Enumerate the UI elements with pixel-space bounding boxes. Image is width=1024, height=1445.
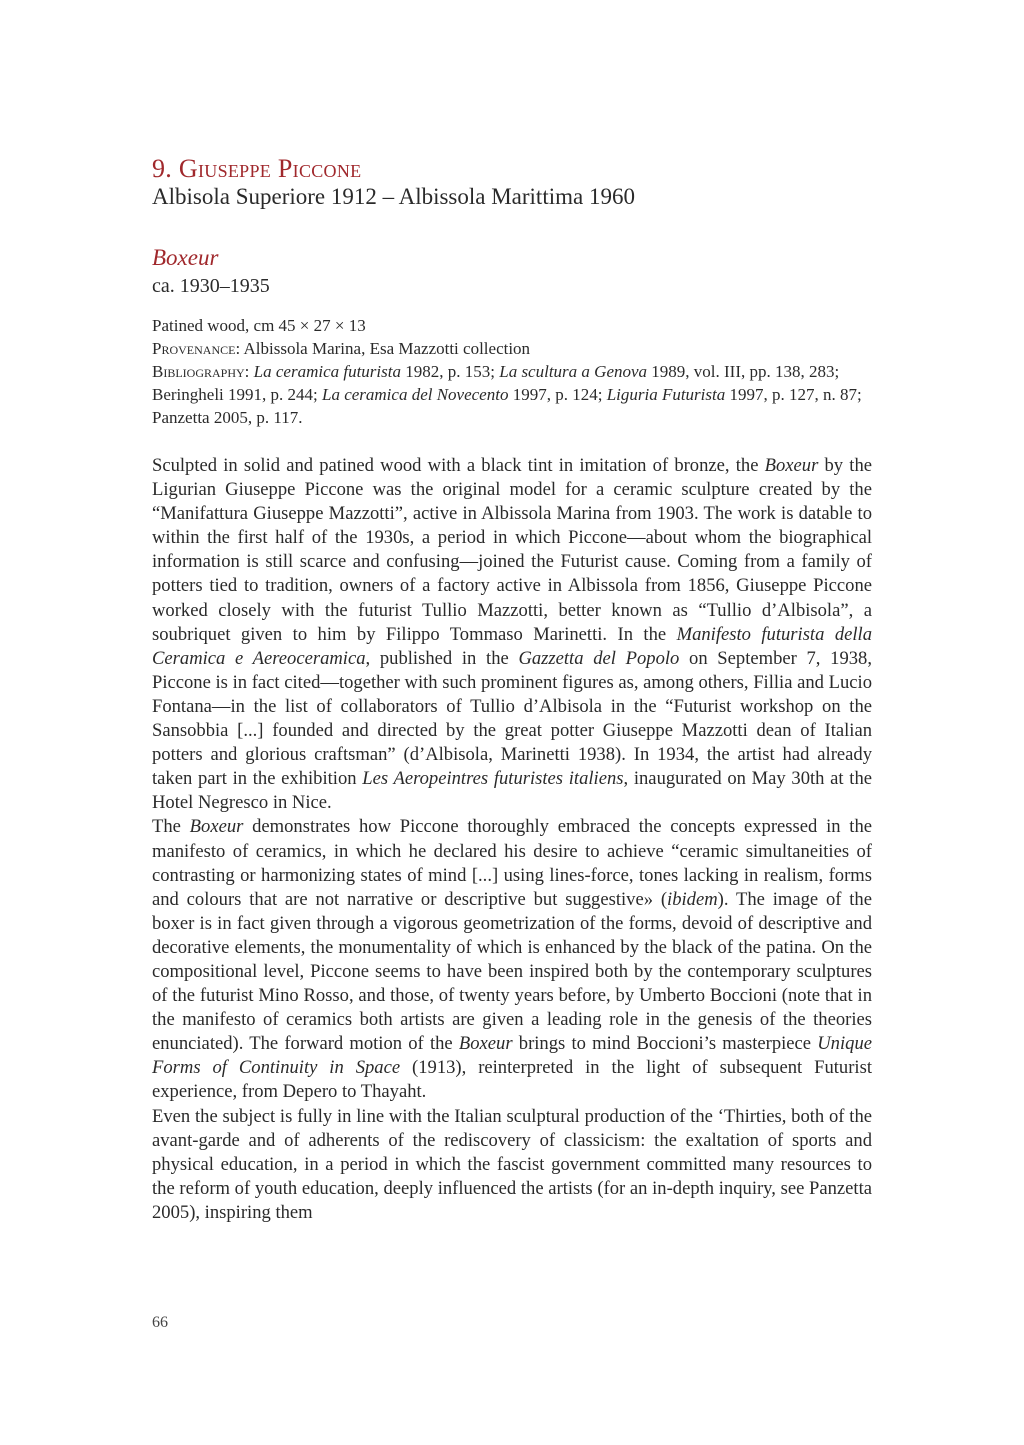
bibliography-run: 1997, p. 127, n. 87; Panzetta 2005, p. 117. <box>152 385 862 427</box>
body-paragraph <box>152 815 872 1104</box>
paragraph-run: ). The image of the boxer is in fact given through a vigorous geometrization of the forms, devoid of descriptive and decorative elements, the monumentality of which is enhanced by the black of the patina. On the compositional level, Piccone seems to have been inspired both by the contemporary sculptures of the futurist Mino Rosso, and those, of twenty years before, by Umberto Boccioni (note that in the manifesto of ceramics both artists are given a leading role in the genesis of the theories enunciated). The forward motion of the <box>152 888 872 1055</box>
provenance-value: Albissola Marina, Esa Mazzotti collection <box>240 339 531 358</box>
medium-line: Patined wood, cm 45 × 27 × 13 <box>152 316 366 335</box>
bibliography-run: 1982, p. 153; <box>401 362 500 381</box>
paragraph-run: (1913), reinterpreted in the light of subsequent Futurist experience, from Depero to Thayaht. <box>152 1057 872 1103</box>
body-paragraph <box>152 1105 872 1225</box>
bibliography-line <box>152 360 872 429</box>
paragraph-run: Boxeur <box>189 816 244 838</box>
paragraph-run: Unique Forms of Continuity in Space <box>152 1033 872 1079</box>
artist-dates: Albisola Superiore 1912 – Albissola Marittima 1960 <box>152 184 635 209</box>
bibliography-label: Bibliography: <box>152 362 250 381</box>
paragraph-run: Manifesto futurista della Ceramica e Aereoceramica <box>152 623 873 669</box>
paragraph-run: by the Ligurian Giuseppe Piccone was the original model for a ceramic sculpture created by the “Manifattura Giuseppe Mazzotti”, active in Albissola Marina from 1903. The work is datable to within the first half of the 1930s, a period in which Piccone—about whom the biographical information is still scarce and confusing—joined the Futurist cause. Coming from a family of potters tied to tradition, owners of a factory active in Albissola from 1856, Giuseppe Piccone worked closely with the futurist Tullio Mazzotti, better known as “Tullio d’Albisola”, a soubriquet given to him by Filippo Tommaso Marinetti. In the <box>152 455 872 645</box>
body-paragraph <box>152 454 872 815</box>
paragraph-run: Les Aeropeintres futuristes italiens <box>362 768 624 790</box>
work-date: ca. 1930–1935 <box>152 275 270 297</box>
paragraph-run: brings to mind Boccioni’s masterpiece <box>512 1033 818 1055</box>
bibliography-run: 1989, vol. III, pp. 138, 283; Beringheli 1991, p. 244; <box>152 362 840 404</box>
provenance-label: Provenance: <box>152 339 241 358</box>
bibliography-value <box>152 362 862 427</box>
paragraph-run: Gazzetta del Popolo <box>518 647 680 669</box>
bibliography-run: Liguria Futurista <box>606 385 726 404</box>
page-number: 66 <box>152 1314 168 1331</box>
paragraph-run: ibidem <box>667 888 718 910</box>
bibliography-run: 1997, p. 124; <box>508 385 607 404</box>
work-metadata <box>152 314 872 429</box>
essay-body <box>152 454 872 1225</box>
paragraph-run: on September 7, 1938, Piccone is in fact cited—together with such prominent figures as, among others, Fillia and Lucio Fontana—in the list of collaborators of Tullio d’Albisola in the “Futurist workshop on the Sansobbia [...] founded and directed by the great potter Giuseppe Mazzotti dean of Italian potters and glorious craftsman” (d’Albisola, Marinetti 1938). In 1934, the artist had already taken part in the exhibition <box>152 647 872 790</box>
paragraph-run: The <box>152 816 190 838</box>
paragraph-run: Sculpted in solid and patined wood with a black tint in imitation of bronze, the <box>152 455 765 476</box>
bibliography-run: La scultura a Genova <box>499 362 648 381</box>
bibliography-run: La ceramica del Novecento <box>321 385 509 404</box>
provenance-line <box>152 337 872 360</box>
paragraph-run: Boxeur <box>458 1033 513 1055</box>
paragraph-run: Even the subject is fully in line with the Italian sculptural production of the ‘Thirties, both of the avant-garde and of adherents of the rediscovery of classicism: the exaltation of sports and physical education, in a period in which the fascist government committed many resources to the reform of youth education, deeply influenced the artists (for an in-depth inquiry, see Panzetta 2005), inspiring them <box>152 1105 872 1223</box>
paragraph-run: , published in the <box>365 647 519 669</box>
artist-heading: 9. Giuseppe Piccone <box>152 154 362 183</box>
work-title: Boxeur <box>152 245 219 270</box>
paragraph-run: , inaugurated on May 30th at the Hotel Negresco in Nice. <box>152 768 872 814</box>
bibliography-run: La ceramica futurista <box>253 362 401 381</box>
paragraph-run: demonstrates how Piccone thoroughly embraced the concepts expressed in the manifesto of ceramics, in which he declared his desire to achieve “ceramic simultaneities of contrasting or harmonizing states of mind [...] using lines-force, tones lacking in realism, forms and colours that are not narrative or descriptive but suggestive» ( <box>152 816 873 910</box>
paragraph-run: Boxeur <box>764 455 819 476</box>
